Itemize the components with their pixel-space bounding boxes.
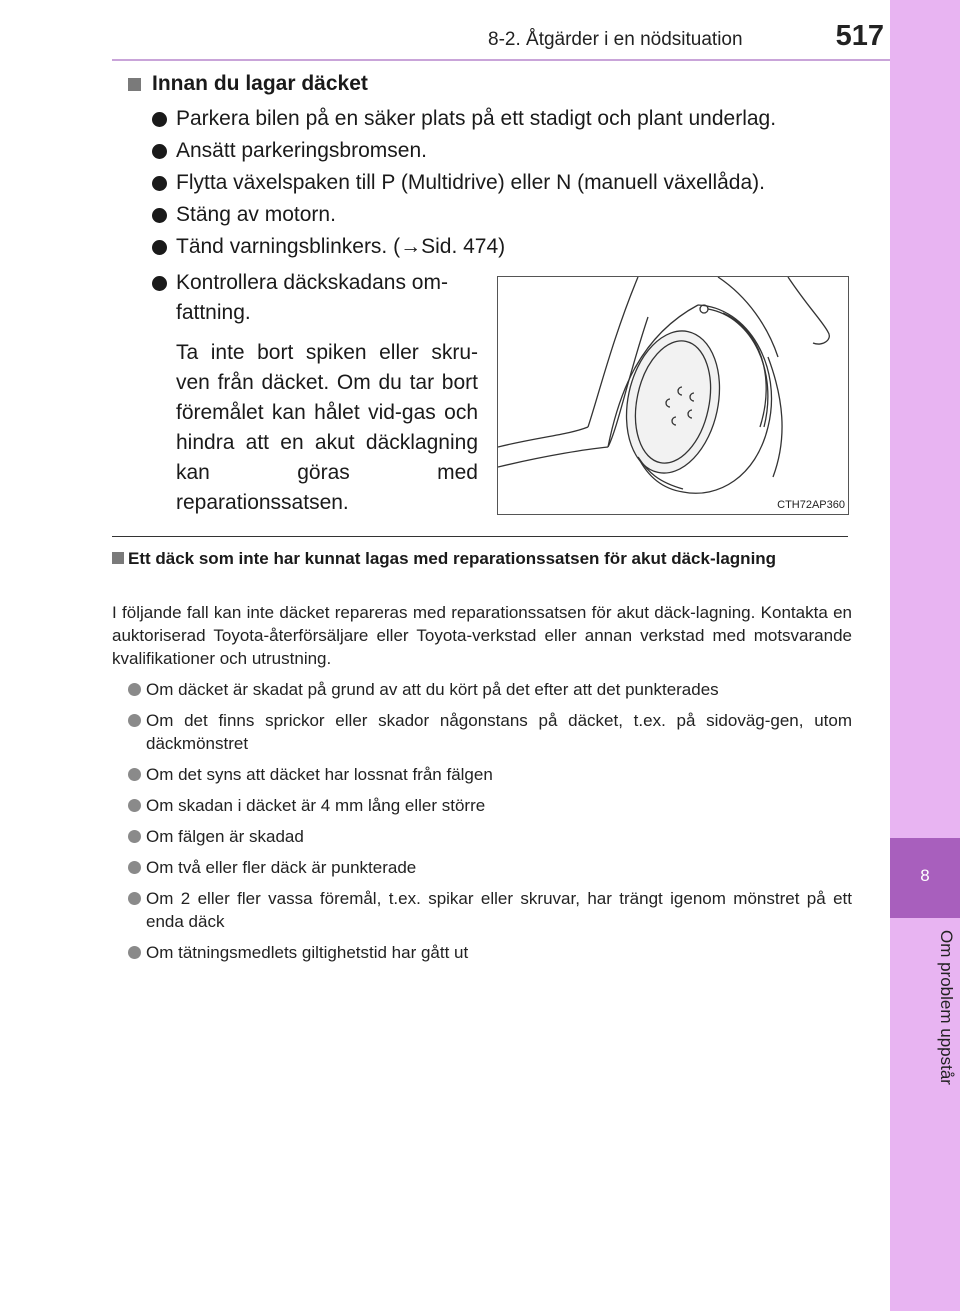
list-item: Ansätt parkeringsbromsen. — [152, 137, 776, 169]
chapter-side-tab — [890, 0, 960, 1311]
list-item: Flytta växelspaken till P (Multidrive) eller N (manuell växellåda). — [152, 169, 776, 201]
heading-text: Innan du lagar däcket — [152, 72, 368, 95]
section-divider — [112, 536, 848, 537]
section-heading-unrepairable — [112, 547, 852, 570]
bullet-dot-icon — [128, 683, 141, 696]
check-damage-item — [152, 268, 478, 518]
bullet-dot-icon — [128, 768, 141, 781]
bullet-dot-icon — [128, 830, 141, 843]
list-item: Om 2 eller fler vassa föremål, t.ex. spikar eller skruvar, har trängt igenom mönstret på ett enda däck — [128, 887, 852, 933]
tire-illustration — [497, 276, 849, 515]
bullet-dot-icon — [152, 208, 167, 223]
list-item: Parkera bilen på en säker plats på ett stadigt och plant underlag. — [152, 105, 776, 137]
chapter-number: 8 — [920, 866, 930, 885]
section-title: 8-2. Åtgärder i en nödsituation — [488, 29, 743, 50]
list-item: Om det syns att däcket har lossnat från fälgen — [128, 763, 852, 786]
figure-code: CTH72AP360 — [777, 499, 845, 511]
list-item: Om däcket är skadat på grund av att du kört på det efter att det punkterades — [128, 678, 852, 701]
list-item: Om tätningsmedlets giltighetstid har gått ut — [128, 941, 852, 964]
page-header — [112, 0, 890, 60]
chapter-title: Om problem uppstår — [937, 930, 956, 1085]
heading-text: Ett däck som inte har kunnat lagas med reparationssatsen för akut däck-lagning — [128, 549, 777, 568]
list-item: Om skadan i däcket är 4 mm lång eller större — [128, 794, 852, 817]
bullet-dot-icon — [152, 276, 167, 291]
bullet-dot-icon — [152, 112, 167, 127]
header-rule — [112, 59, 890, 61]
page-number: 517 — [835, 20, 884, 52]
list-item: Tänd varningsblinkers. (→Sid. 474) — [152, 233, 776, 265]
list-item: Om två eller fler däck är punkterade — [128, 856, 852, 879]
bullet-dot-icon — [152, 240, 167, 255]
bullet-dot-icon — [128, 946, 141, 959]
bullet-dot-icon — [152, 144, 167, 159]
square-bullet-icon — [128, 78, 141, 91]
list-item: Stäng av motorn. — [152, 201, 776, 233]
list-item: Om fälgen är skadad — [128, 825, 852, 848]
list-item: Om det finns sprickor eller skador någonstans på däcket, t.ex. på sidoväg-gen, utom däckmönstret — [128, 709, 852, 755]
bullet-dot-icon — [152, 176, 167, 191]
bullet-dot-icon — [128, 714, 141, 727]
unrepairable-list — [128, 678, 852, 972]
tire-drawing-icon — [498, 277, 849, 515]
unrepairable-paragraph: I följande fall kan inte däcket repareras med reparationssatsen för akut däck-lagning. Kontakta en auktoriserad Toyota-återförsäljare eller Toyota-verkstad eller annan verkstad med motsvarande kvalifikationer och utrustning. — [112, 603, 852, 668]
check-damage-paragraph: Ta inte bort spiken eller skru-ven från däcket. Om du tar bort föremålet kan hålet vid-gas och hindra att en akut däcklagning kan göras med reparationssatsen. — [176, 341, 478, 514]
bullet-dot-icon — [128, 861, 141, 874]
square-bullet-icon — [112, 552, 124, 564]
check-damage-label: Kontrollera däckskadans om-fattning. — [176, 271, 448, 324]
bullet-dot-icon — [128, 799, 141, 812]
preparation-list — [152, 105, 776, 265]
bullet-dot-icon — [128, 892, 141, 905]
